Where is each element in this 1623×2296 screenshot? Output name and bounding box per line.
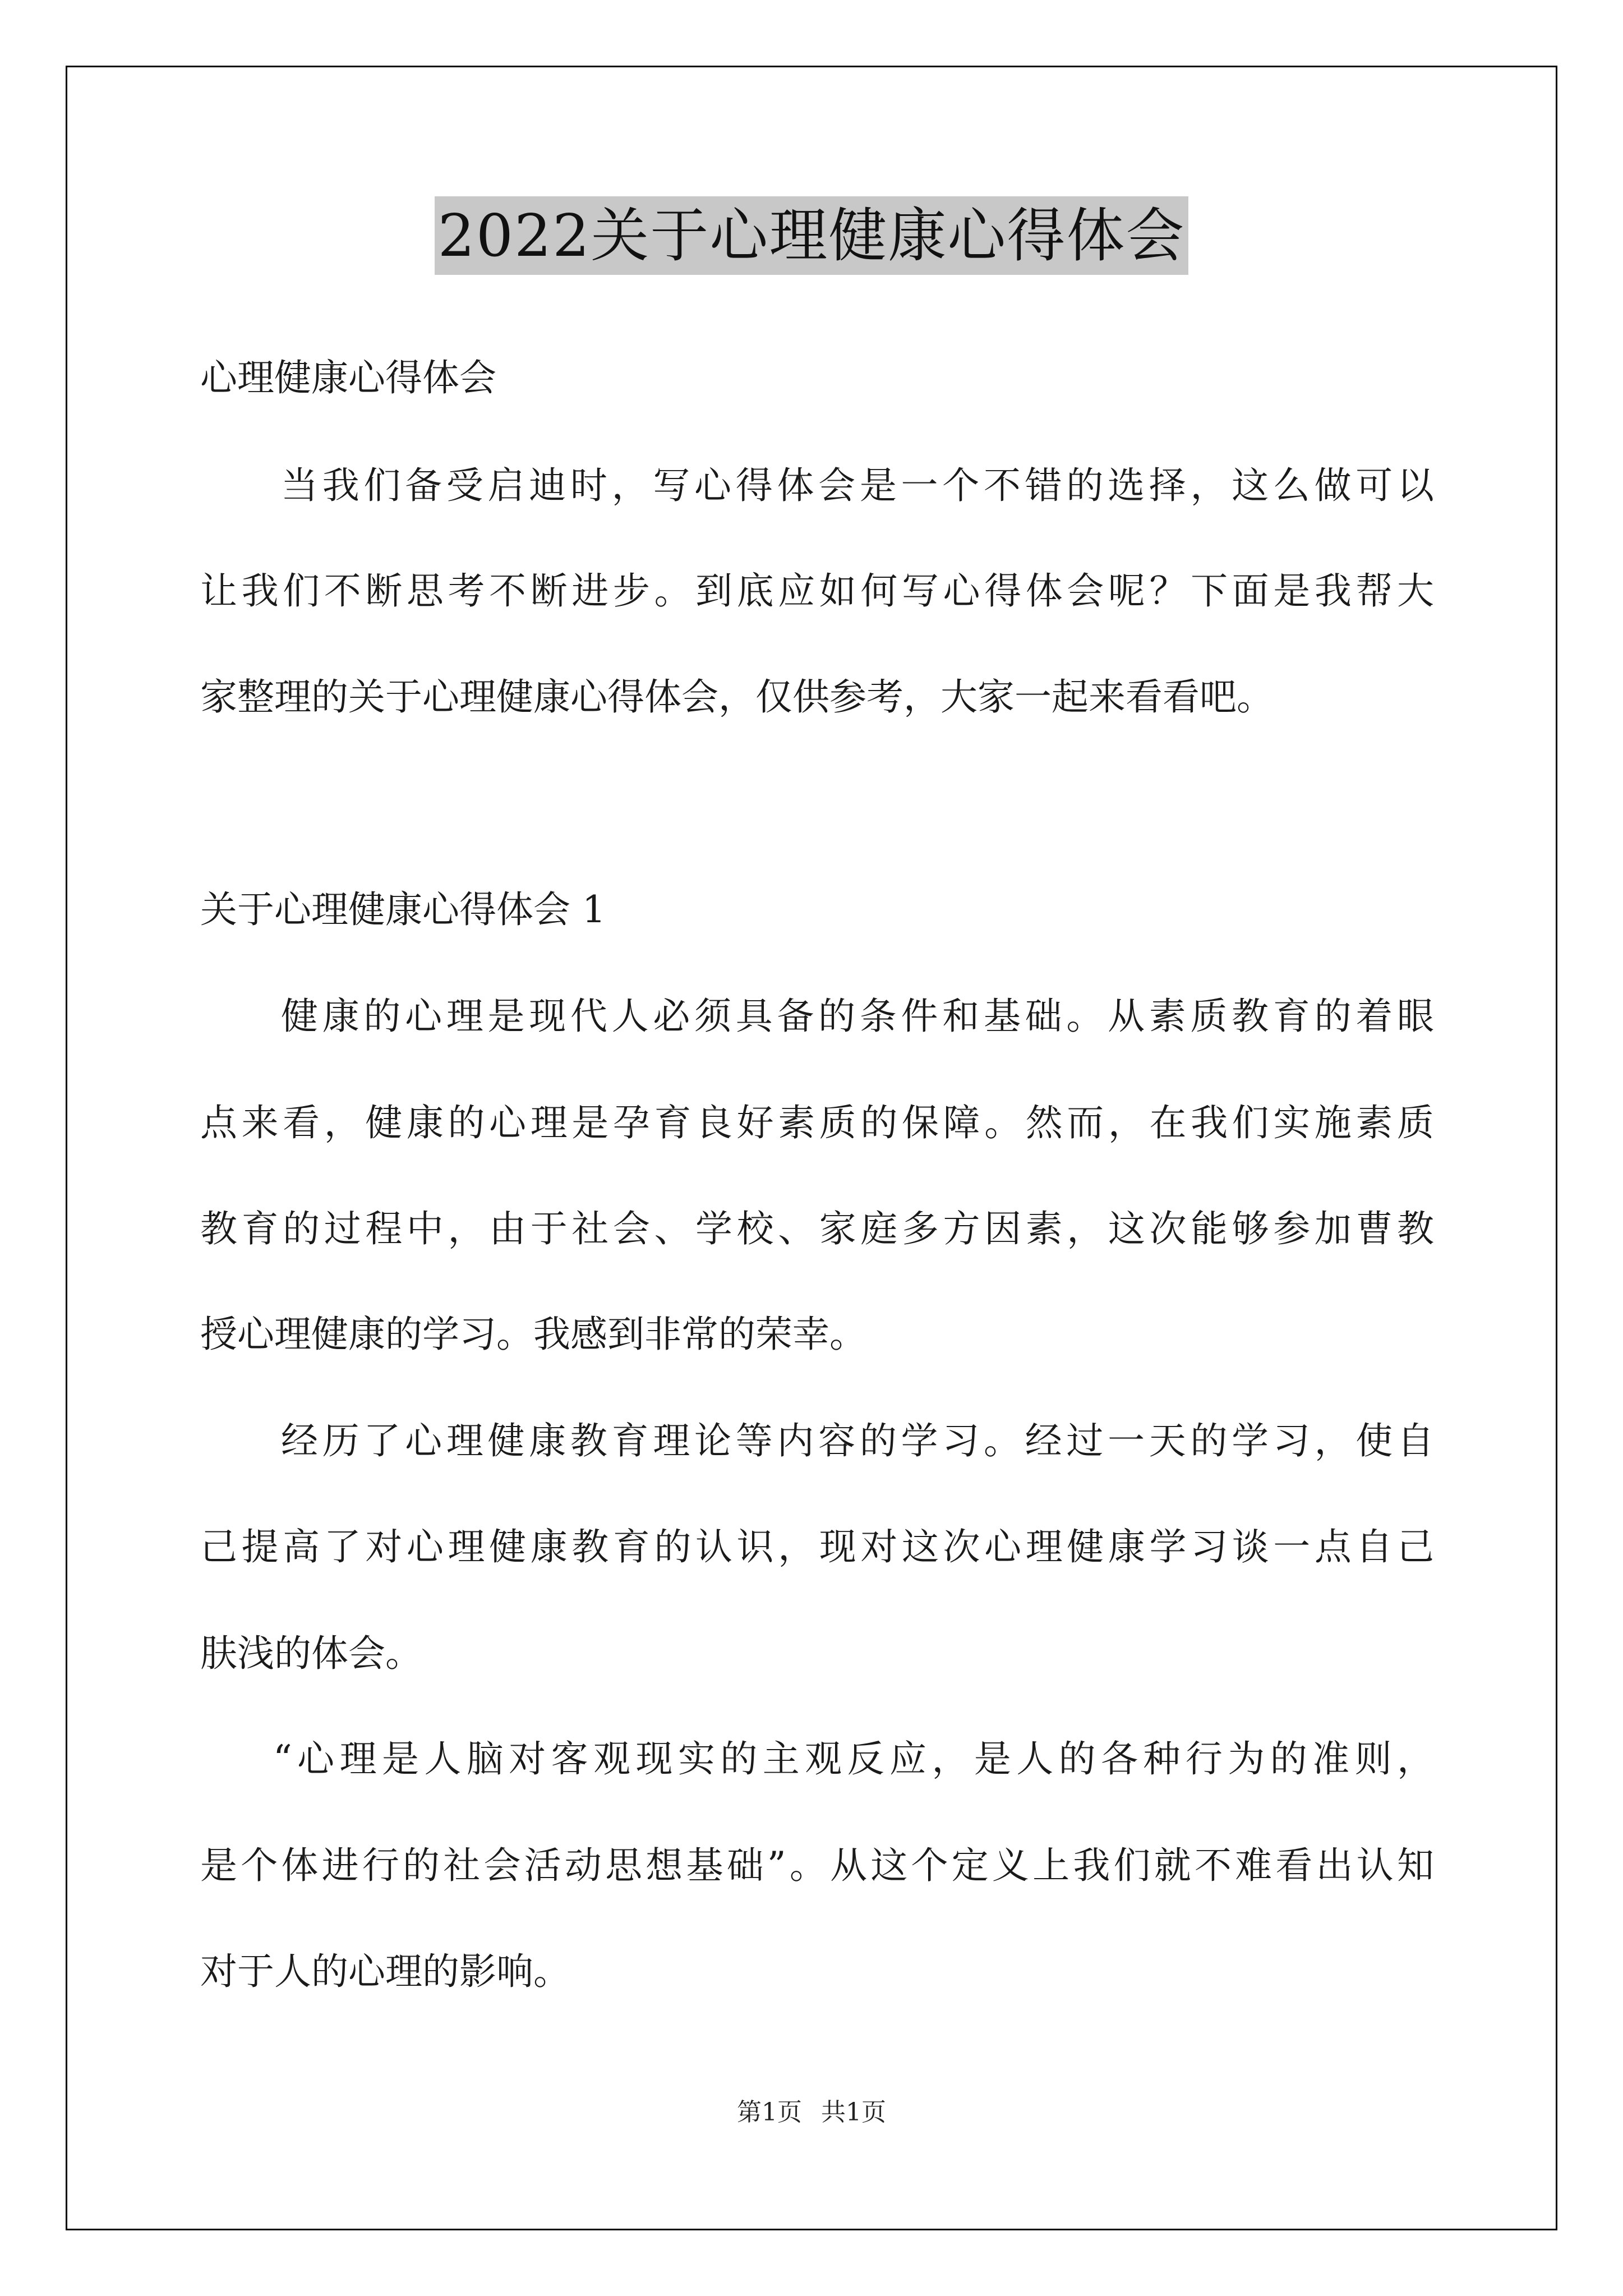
para3-line-1: “心理是人脑对客观现实的主观反应，是人的各种行为的准则， [273, 1737, 1434, 1780]
page-total: 共1页 [821, 2098, 886, 2127]
intro-line-3: 家整理的关于心理健康心得体会，仅供参考，大家一起来看看吧。 [200, 675, 1274, 719]
para1-line-2: 点来看，健康的心理是孕育良好素质的保障。然而，在我们实施素质 [200, 1101, 1434, 1144]
para1-line-1: 健康的心理是现代人必须具备的条件和基础。从素质教育的着眼 [281, 995, 1434, 1038]
para3-line-3: 对于人的心理的影响。 [200, 1950, 570, 1993]
intro-line-1: 当我们备受启迪时，写心得体会是一个不错的选择，这么做可以 [281, 464, 1434, 507]
para2-line-2: 己提高了对心理健康教育的认识，现对这次心理健康学习谈一点自己 [200, 1525, 1434, 1568]
section-heading: 关于心理健康心得体会 1 [200, 888, 606, 931]
page-number: 第1页 [737, 2098, 802, 2127]
para3-line-2: 是个体进行的社会活动思想基础”。从这个定义上我们就不难看出认知 [200, 1844, 1434, 1887]
document-title: 2022关于心理健康心得体会 [435, 196, 1189, 275]
para1-line-3: 教育的过程中，由于社会、学校、家庭多方因素，这次能够参加曹教 [200, 1207, 1434, 1250]
para2-line-3: 肤浅的体会。 [200, 1632, 422, 1675]
para2-line-1: 经历了心理健康教育理论等内容的学习。经过一天的学习，使自 [281, 1419, 1434, 1462]
intro-line-2: 让我们不断思考不断进步。到底应如何写心得体会呢？下面是我帮大 [200, 569, 1434, 613]
title-container [0, 196, 1623, 275]
para1-line-4: 授心理健康的学习。我感到非常的荣幸。 [200, 1313, 866, 1356]
subtitle: 心理健康心得体会 [200, 356, 496, 399]
page-footer [0, 2097, 1623, 2128]
